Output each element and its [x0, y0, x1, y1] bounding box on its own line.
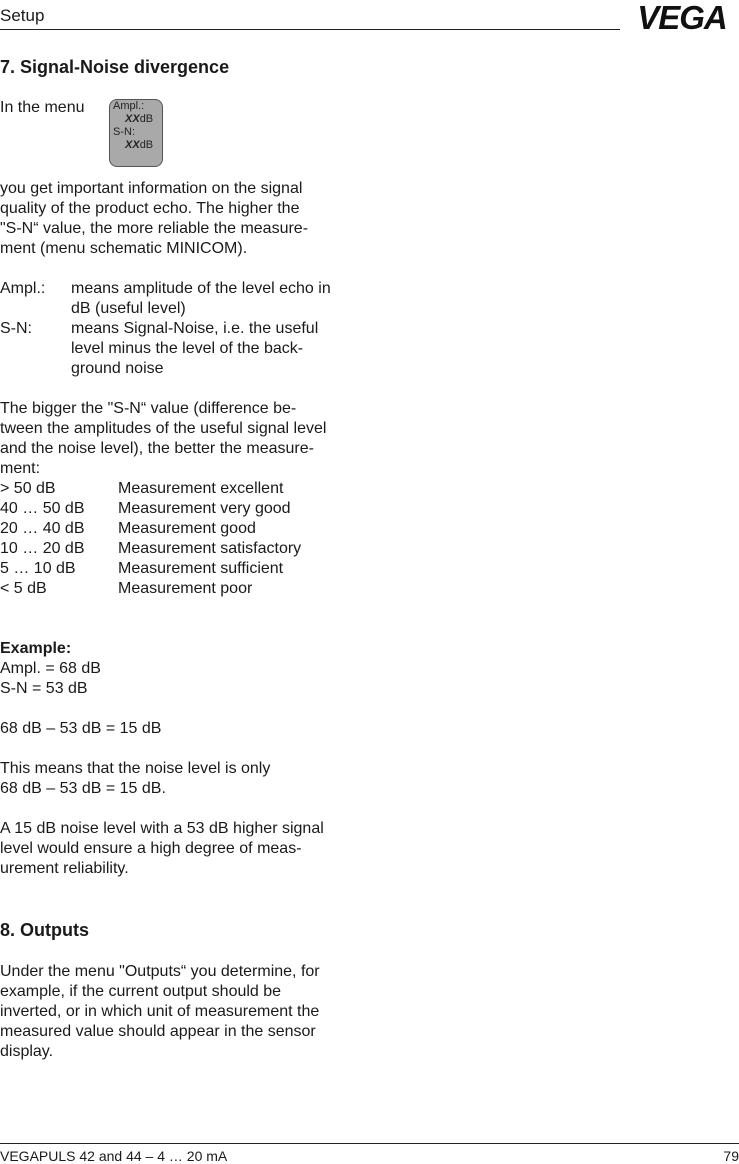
text-line: quality of the product echo. The higher the — [0, 200, 300, 217]
text-line: urement reliability. — [0, 860, 129, 877]
def-text: dB (useful level) — [71, 300, 186, 317]
quality-rating: Measurement very good — [118, 500, 291, 517]
def-text: means Signal-Noise, i.e. the useful — [71, 320, 319, 337]
quality-rating: Measurement satisfactory — [118, 540, 302, 557]
text-line: tween the amplitudes of the useful signal level — [0, 420, 327, 437]
def-text: means amplitude of the level echo in — [71, 280, 331, 297]
section-7-heading: 7. Signal-Noise divergence — [0, 57, 230, 77]
minicom-display — [109, 99, 163, 167]
vega-logo — [626, 2, 738, 32]
page-number: 79 — [723, 1148, 739, 1164]
quality-range: > 50 dB — [0, 480, 56, 497]
quality-rating: Measurement poor — [118, 580, 253, 597]
display-sn-label: S-N: — [113, 126, 135, 138]
text-line: ment: — [0, 460, 41, 477]
example-heading: Example: — [0, 640, 72, 657]
example-calc: 68 dB – 53 dB = 15 dB — [0, 720, 162, 737]
quality-range: 40 … 50 dB — [0, 500, 85, 517]
quality-rating: Measurement sufficient — [118, 560, 284, 577]
quality-range: 5 … 10 dB — [0, 560, 76, 577]
text-line: example, if the current output should be — [0, 983, 282, 1000]
quality-range: 20 … 40 dB — [0, 520, 85, 537]
quality-rating: Measurement good — [118, 520, 256, 537]
footer-product: VEGAPULS 42 and 44 – 4 … 20 mA — [0, 1148, 228, 1164]
text-line: ment (menu schematic MINICOM). — [0, 240, 248, 257]
text-line: The bigger the "S-N“ value (difference be- — [0, 400, 297, 417]
example-ampl: Ampl. = 68 dB — [0, 660, 101, 677]
quality-range: 10 … 20 dB — [0, 540, 85, 557]
def-term-ampl: Ampl.: — [0, 280, 46, 297]
text-line: "S-N“ value, the more reliable the measure- — [0, 220, 309, 237]
quality-rating: Measurement excellent — [118, 480, 284, 497]
text-line: Under the menu "Outputs“ you determine, for — [0, 963, 320, 980]
def-text: ground noise — [71, 360, 164, 377]
display-ampl-value: XXdB — [125, 113, 154, 125]
text-line: A 15 dB noise level with a 53 dB higher signal — [0, 820, 324, 837]
footer-rule — [0, 1143, 739, 1144]
def-text: level minus the level of the back- — [71, 340, 304, 357]
section-8-heading: 8. Outputs — [0, 920, 89, 940]
header-rule — [0, 29, 620, 30]
example-sn: S-N = 53 dB — [0, 680, 88, 697]
display-ampl-label: Ampl.: — [113, 100, 145, 112]
text-line: This means that the noise level is only — [0, 760, 271, 777]
quality-range: < 5 dB — [0, 580, 47, 597]
def-term-sn: S-N: — [0, 320, 32, 337]
header-title: Setup — [0, 6, 45, 25]
text-line: you get important information on the signal — [0, 180, 303, 197]
text-line: display. — [0, 1043, 54, 1060]
text-line: 68 dB – 53 dB = 15 dB. — [0, 780, 166, 797]
text-line: measured value should appear in the sensor — [0, 1023, 316, 1040]
display-sn-value: XXdB — [125, 139, 154, 151]
text-line: and the noise level), the better the measure- — [0, 440, 314, 457]
text-line: level would ensure a high degree of meas- — [0, 840, 302, 857]
text-line: inverted, or in which unit of measurement the — [0, 1003, 320, 1020]
vega-logo-text: VEGA — [637, 2, 727, 32]
menu-intro: In the menu — [0, 99, 85, 116]
